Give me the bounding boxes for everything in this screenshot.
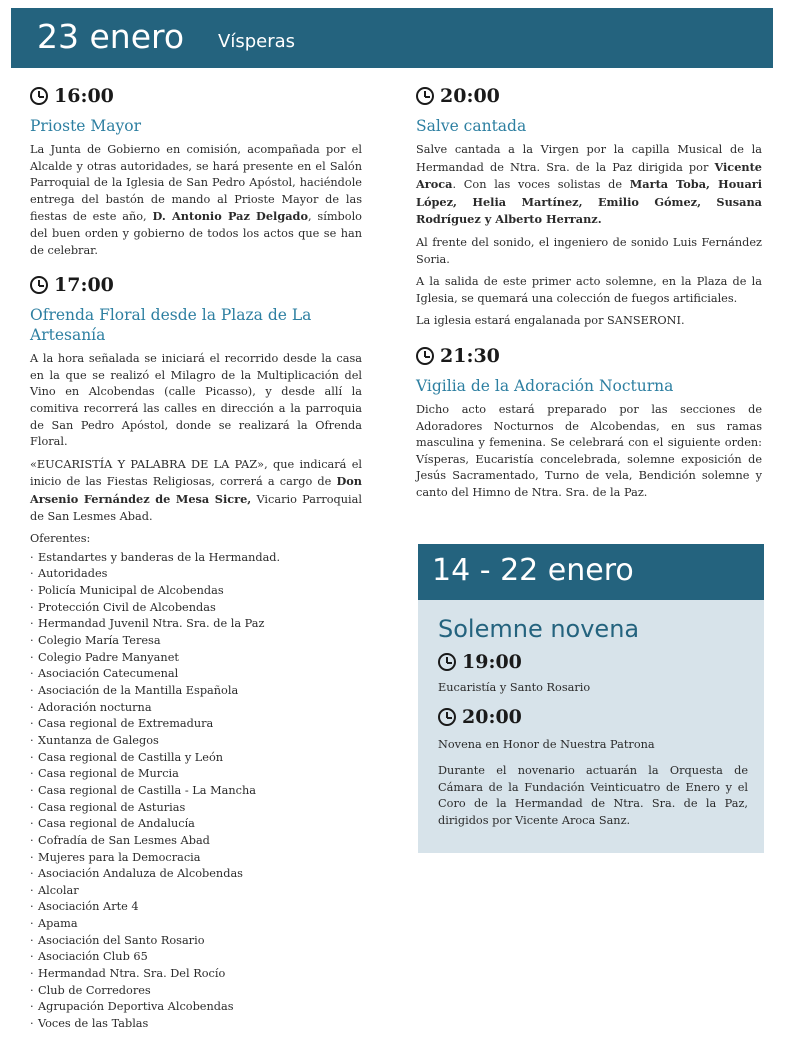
- time-label: 20:00: [462, 705, 522, 728]
- oferente-item: · Mujeres para la Democracia: [30, 850, 362, 867]
- event-title: Salve cantada: [416, 117, 527, 135]
- oferente-item: · Colegio María Teresa: [30, 633, 362, 650]
- time-label: 20:00: [440, 85, 500, 107]
- event-time: [416, 344, 762, 368]
- time-label: 21:30: [440, 344, 500, 367]
- soloists: Marta Toba, Houari López, Helia Martínez, Emilio Gómez, Susana Rodríguez y Alberto Herranz.: [416, 177, 763, 227]
- oferente-item: · Casa regional de Murcia: [30, 766, 362, 783]
- clock-icon: [416, 87, 434, 105]
- oferente-item: · Casa regional de Asturias: [30, 800, 362, 817]
- oferente-item: · Asociación Club 65: [30, 949, 362, 966]
- event-description: [30, 457, 362, 525]
- event-title: Ofrenda Floral desde la Plaza de La Artesanía: [30, 306, 312, 345]
- text: Salve cantada a la Virgen por la capilla Musical de la Hermandad de Ntra. Sra. de la Paz dirigida por: [416, 143, 762, 174]
- left-column: [30, 84, 362, 1047]
- clock-icon: [416, 347, 434, 365]
- oferente-item: · Alcolar: [30, 883, 362, 900]
- event-time: [416, 84, 762, 108]
- oferente-item: · Asociación del Santo Rosario: [30, 933, 362, 950]
- event-title: Vigilia de la Adoración Nocturna: [416, 376, 674, 395]
- event-title: Prioste Mayor: [30, 117, 142, 135]
- clock-icon: [30, 276, 48, 294]
- event-time: [30, 84, 362, 108]
- novena-note: Durante el novenario actuarán la Orquesta de Cámara de la Fundación Veinticuatro de Enero y el Coro de la Hermandad de Ntra. Sra. de la Paz, dirigidos por Vicente Aroca Sanz.: [438, 764, 748, 827]
- novena-content: [438, 614, 748, 836]
- oferente-item: · Asociación de la Mantilla Española: [30, 683, 362, 700]
- event-description: La iglesia estará engalanada por SANSERONI.: [416, 314, 685, 328]
- clock-icon: [438, 653, 456, 671]
- time-label: 17:00: [54, 274, 114, 297]
- oferente-item: · Asociación Andaluza de Alcobendas: [30, 866, 362, 883]
- person-name: Vicente Aroca: [416, 159, 762, 192]
- event-prioste: [30, 84, 362, 259]
- oferente-item: · Casa regional de Extremadura: [30, 716, 362, 733]
- oferentes-list: [30, 550, 362, 1033]
- event-salve: [416, 84, 762, 330]
- oferente-item: · Estandartes y banderas de la Hermandad.: [30, 550, 362, 567]
- oferente-item: · Xuntanza de Galegos: [30, 733, 362, 750]
- oferente-item: · Autoridades: [30, 566, 362, 583]
- oferente-item: · Agrupación Deportiva Alcobendas: [30, 999, 362, 1016]
- text: La Junta de Gobierno en comisión, acompañada por el Alcalde y otras autoridades, se hará presente en el Salón Parroquial de la Iglesia de San Pedro Apóstol, haciéndole entrega del bastón de mando al Prioste Mayor de las fiestas de este año,: [30, 143, 362, 224]
- oferente-item: · Casa regional de Castilla y León: [30, 750, 362, 767]
- event-description: [30, 142, 362, 259]
- event-description: [416, 142, 762, 229]
- event-vigilia: [416, 344, 762, 502]
- text: Vicario Parroquial de San Lesmes Abad.: [30, 492, 363, 523]
- clock-icon: [438, 708, 456, 726]
- oferente-item: · Casa regional de Castilla - La Mancha: [30, 783, 362, 800]
- oferente-item: · Protección Civil de Alcobendas: [30, 600, 362, 617]
- oferente-item: · Hermandad Juvenil Ntra. Sra. de la Paz: [30, 616, 362, 633]
- header-banner: [11, 8, 773, 68]
- text: «EUCARISTÍA Y PALABRA DE LA PAZ», que indicará el inicio de las Fiestas Religiosas, correrá a cargo de: [30, 457, 362, 489]
- oferente-item: · Voces de las Tablas: [30, 1016, 362, 1033]
- oferente-item: · Policía Municipal de Alcobendas: [30, 583, 362, 600]
- novena-time: [438, 650, 748, 674]
- event-description: Dicho acto estará preparado por las secciones de Adoradores Nocturnos de Alcobendas, en sus ramas masculina y femenina. Se celebrará con el siguiente orden: Vísperas, Eucaristía concelebrada, solemne exposición de Jesús Sacramentado, Turno de vela, Bendición solemne y canto del Himno de Ntra. Sra. de la Paz.: [416, 402, 762, 499]
- header-subtitle: Vísperas: [218, 31, 296, 52]
- person-name: Don Arsenio Fernández de Mesa Sicre,: [30, 474, 362, 506]
- text: . Con las voces solistas de: [452, 178, 630, 192]
- oferente-item: · Cofradía de San Lesmes Abad: [30, 833, 362, 850]
- oferentes-label: Oferentes:: [30, 532, 91, 546]
- oferente-item: · Apama: [30, 916, 362, 933]
- clock-icon: [30, 87, 48, 105]
- event-time: [30, 273, 362, 297]
- novena-item: Eucaristía y Santo Rosario: [438, 681, 591, 694]
- oferente-item: · Adoración nocturna: [30, 700, 362, 717]
- novena-date: 14 - 22 enero: [432, 553, 634, 588]
- oferente-item: · Colegio Padre Manyanet: [30, 650, 362, 667]
- event-description: A la salida de este primer acto solemne, en la Plaza de la Iglesia, se quemará una colección de fuegos artificiales.: [416, 275, 762, 305]
- novena-time: [438, 705, 748, 729]
- novena-title: Solemne novena: [438, 615, 640, 643]
- event-description: Al frente del sonido, el ingeniero de sonido Luis Fernández Soria.: [416, 235, 762, 266]
- person-name: D. Antonio Paz Delgado: [152, 209, 308, 224]
- novena-banner: [418, 544, 764, 600]
- oferente-item: · Hermandad Ntra. Sra. Del Rocío: [30, 966, 362, 983]
- oferente-item: · Club de Corredores: [30, 983, 362, 1000]
- oferente-item: · Asociación Catecumenal: [30, 666, 362, 683]
- time-label: 19:00: [462, 651, 522, 673]
- oferente-item: · Casa regional de Andalucía: [30, 816, 362, 833]
- novena-item: Novena en Honor de Nuestra Patrona: [438, 737, 655, 751]
- text: , símbolo del buen orden y gobierno de todos los actos que se han de celebrar.: [30, 210, 362, 257]
- event-description: A la hora señalada se iniciará el recorrido desde la casa en la que se realizó el Milagro de la Multiplicación del Vino en Alcobendas (calle Picasso), y desde allí la comitiva recorrerá las calles en dirección a la parroquia de San Pedro Apóstol, donde se realizará la Ofrenda Floral.: [30, 352, 362, 449]
- header-date: 23 enero: [37, 17, 185, 56]
- novena-box: [418, 544, 764, 853]
- right-column: [416, 84, 762, 516]
- event-ofrenda: [30, 273, 362, 1033]
- time-label: 16:00: [54, 85, 114, 107]
- oferente-item: · Asociación Arte 4: [30, 899, 362, 916]
